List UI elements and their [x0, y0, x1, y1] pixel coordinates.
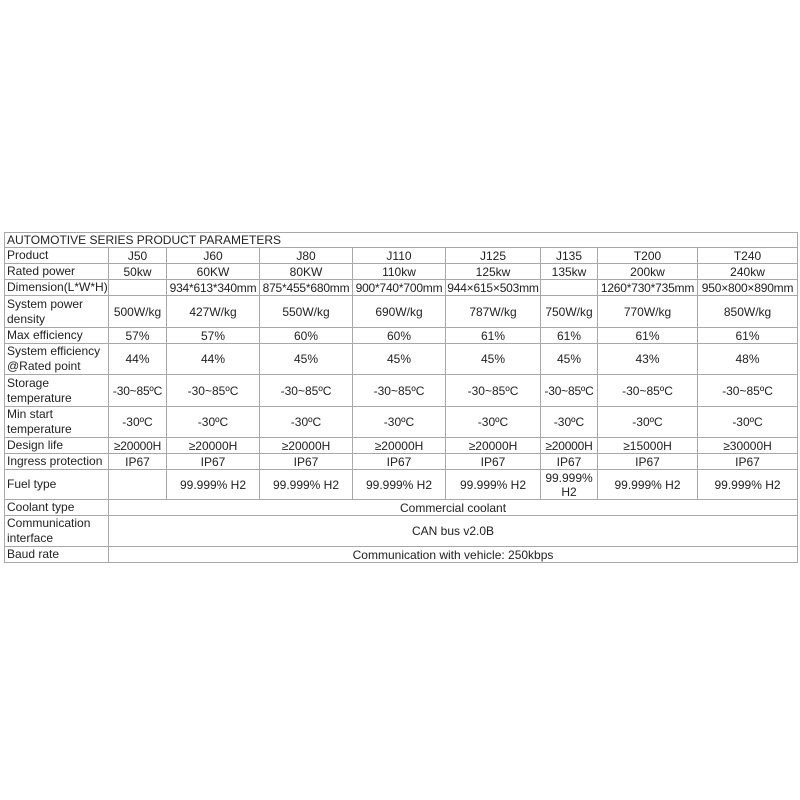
storage-temperature-cell: -30~85ºC — [167, 375, 260, 407]
design-life-row — [5, 438, 798, 454]
system-power-density-row — [5, 296, 798, 328]
min-start-temperature-row — [5, 407, 798, 438]
power-density-cell: 787W/kg — [446, 296, 541, 328]
baud-rate-row — [5, 547, 798, 563]
product-parameters-table — [4, 232, 798, 563]
ingress-protection-cell: IP67 — [446, 454, 541, 470]
product-cell: J125 — [446, 248, 541, 264]
power-density-cell: 550W/kg — [260, 296, 353, 328]
max-efficiency-cell: 61% — [541, 328, 598, 344]
coolant-type-row — [5, 500, 798, 516]
communication-interface-cell: CAN bus v2.0B — [109, 516, 798, 547]
row-label-system-power-density: System power density — [5, 296, 109, 328]
row-label-min-start-temperature: Min start temperature — [5, 407, 109, 438]
dimension-cell — [541, 280, 598, 296]
product-cell: J80 — [260, 248, 353, 264]
rated-power-cell: 110kw — [353, 264, 446, 280]
fuel-type-cell: 99.999% H2 — [167, 470, 260, 500]
table-title: AUTOMOTIVE SERIES PRODUCT PARAMETERS — [5, 233, 798, 248]
ingress-protection-cell: IP67 — [109, 454, 167, 470]
rated-power-cell: 125kw — [446, 264, 541, 280]
power-density-cell: 850W/kg — [698, 296, 798, 328]
row-label-ingress-protection: Ingress protection — [5, 454, 109, 470]
design-life-cell: ≥30000H — [698, 438, 798, 454]
design-life-cell: ≥20000H — [353, 438, 446, 454]
baud-rate-cell: Communication with vehicle: 250kbps — [109, 547, 798, 563]
rated-power-cell: 240kw — [698, 264, 798, 280]
row-label-coolant-type: Coolant type — [5, 500, 109, 516]
communication-interface-row — [5, 516, 798, 547]
storage-temperature-row — [5, 375, 798, 407]
dimension-cell: 944×615×503mm — [447, 280, 539, 295]
ingress-protection-cell: IP67 — [167, 454, 260, 470]
max-efficiency-row — [5, 328, 798, 344]
ingress-protection-row — [5, 454, 798, 470]
ingress-protection-cell: IP67 — [353, 454, 446, 470]
dimension-cell: 934*613*340mm — [167, 280, 260, 296]
min-start-temperature-cell: -30ºC — [353, 407, 446, 438]
fuel-type-cell — [109, 470, 167, 500]
row-label-system-efficiency: System efficiency @Rated point — [5, 344, 109, 375]
ingress-protection-cell: IP67 — [598, 454, 698, 470]
dimension-cell: 875*455*680mm — [260, 280, 353, 296]
fuel-type-row — [5, 470, 798, 500]
system-efficiency-row — [5, 344, 798, 375]
rated-power-cell: 135kw — [541, 264, 598, 280]
fuel-type-cell: 99.999% H2 — [353, 470, 446, 500]
dimension-row — [5, 280, 798, 296]
storage-temperature-cell: -30~85ºC — [109, 375, 167, 407]
fuel-type-cell: 99.999% H2 — [698, 470, 798, 500]
max-efficiency-cell: 61% — [698, 328, 798, 344]
product-cell: J60 — [167, 248, 260, 264]
rated-power-row — [5, 264, 798, 280]
row-label-rated-power: Rated power — [5, 264, 109, 280]
row-label-dimension: Dimension(L*W*H) — [5, 280, 109, 296]
rated-power-cell: 60KW — [167, 264, 260, 280]
power-density-cell: 427W/kg — [167, 296, 260, 328]
ingress-protection-cell: IP67 — [698, 454, 798, 470]
design-life-cell: ≥20000H — [109, 438, 167, 454]
fuel-type-cell: 99.999% H2 — [541, 470, 598, 500]
row-label-product: Product — [5, 248, 109, 264]
system-efficiency-cell: 45% — [541, 344, 598, 375]
fuel-type-cell: 99.999% H2 — [598, 470, 698, 500]
min-start-temperature-cell: -30ºC — [260, 407, 353, 438]
min-start-temperature-cell: -30ºC — [598, 407, 698, 438]
product-cell: T240 — [698, 248, 798, 264]
rated-power-cell: 80KW — [260, 264, 353, 280]
system-efficiency-cell: 45% — [446, 344, 541, 375]
system-efficiency-cell: 43% — [598, 344, 698, 375]
ingress-protection-cell: IP67 — [260, 454, 353, 470]
system-efficiency-cell: 45% — [353, 344, 446, 375]
row-label-storage-temperature: Storage temperature — [5, 375, 109, 407]
row-label-max-efficiency: Max efficiency — [5, 328, 109, 344]
row-label-fuel-type: Fuel type — [5, 470, 109, 500]
min-start-temperature-cell: -30ºC — [446, 407, 541, 438]
design-life-cell: ≥20000H — [446, 438, 541, 454]
row-label-baud-rate: Baud rate — [5, 547, 109, 563]
product-cell: J50 — [109, 248, 167, 264]
storage-temperature-cell: -30~85ºC — [260, 375, 353, 407]
power-density-cell: 750W/kg — [541, 296, 598, 328]
min-start-temperature-cell: -30ºC — [167, 407, 260, 438]
product-row — [5, 248, 798, 264]
storage-temperature-cell: -30~85ºC — [698, 375, 798, 407]
design-life-cell: ≥15000H — [598, 438, 698, 454]
dimension-cell: 1260*730*735mm — [598, 280, 698, 296]
max-efficiency-cell: 57% — [167, 328, 260, 344]
row-label-design-life: Design life — [5, 438, 109, 454]
max-efficiency-cell: 57% — [109, 328, 167, 344]
max-efficiency-cell: 61% — [598, 328, 698, 344]
design-life-cell: ≥20000H — [167, 438, 260, 454]
min-start-temperature-cell: -30ºC — [541, 407, 598, 438]
title-row — [5, 233, 798, 248]
dimension-cell: 950×800×890mm — [698, 280, 798, 296]
max-efficiency-cell: 61% — [446, 328, 541, 344]
system-efficiency-cell: 48% — [698, 344, 798, 375]
product-cell: J135 — [541, 248, 598, 264]
rated-power-cell: 50kw — [109, 264, 167, 280]
dimension-cell — [109, 280, 167, 296]
product-cell: J110 — [353, 248, 446, 264]
max-efficiency-cell: 60% — [260, 328, 353, 344]
power-density-cell: 690W/kg — [353, 296, 446, 328]
system-efficiency-cell: 44% — [109, 344, 167, 375]
design-life-cell: ≥20000H — [541, 438, 598, 454]
design-life-cell: ≥20000H — [260, 438, 353, 454]
fuel-type-cell: 99.999% H2 — [260, 470, 353, 500]
system-efficiency-cell: 44% — [167, 344, 260, 375]
power-density-cell: 500W/kg — [109, 296, 167, 328]
storage-temperature-cell: -30~85ºC — [446, 375, 541, 407]
rated-power-cell: 200kw — [598, 264, 698, 280]
product-cell: T200 — [598, 248, 698, 264]
system-efficiency-cell: 45% — [260, 344, 353, 375]
fuel-type-cell: 99.999% H2 — [446, 470, 541, 500]
ingress-protection-cell: IP67 — [541, 454, 598, 470]
coolant-type-cell: Commercial coolant — [109, 500, 798, 516]
storage-temperature-cell: -30~85ºC — [541, 375, 598, 407]
power-density-cell: 770W/kg — [598, 296, 698, 328]
dimension-cell: 900*740*700mm — [353, 280, 446, 296]
min-start-temperature-cell: -30ºC — [109, 407, 167, 438]
row-label-communication-interface: Communication interface — [5, 516, 109, 547]
storage-temperature-cell: -30~85ºC — [353, 375, 446, 407]
min-start-temperature-cell: -30ºC — [698, 407, 798, 438]
storage-temperature-cell: -30~85ºC — [598, 375, 698, 407]
max-efficiency-cell: 60% — [353, 328, 446, 344]
